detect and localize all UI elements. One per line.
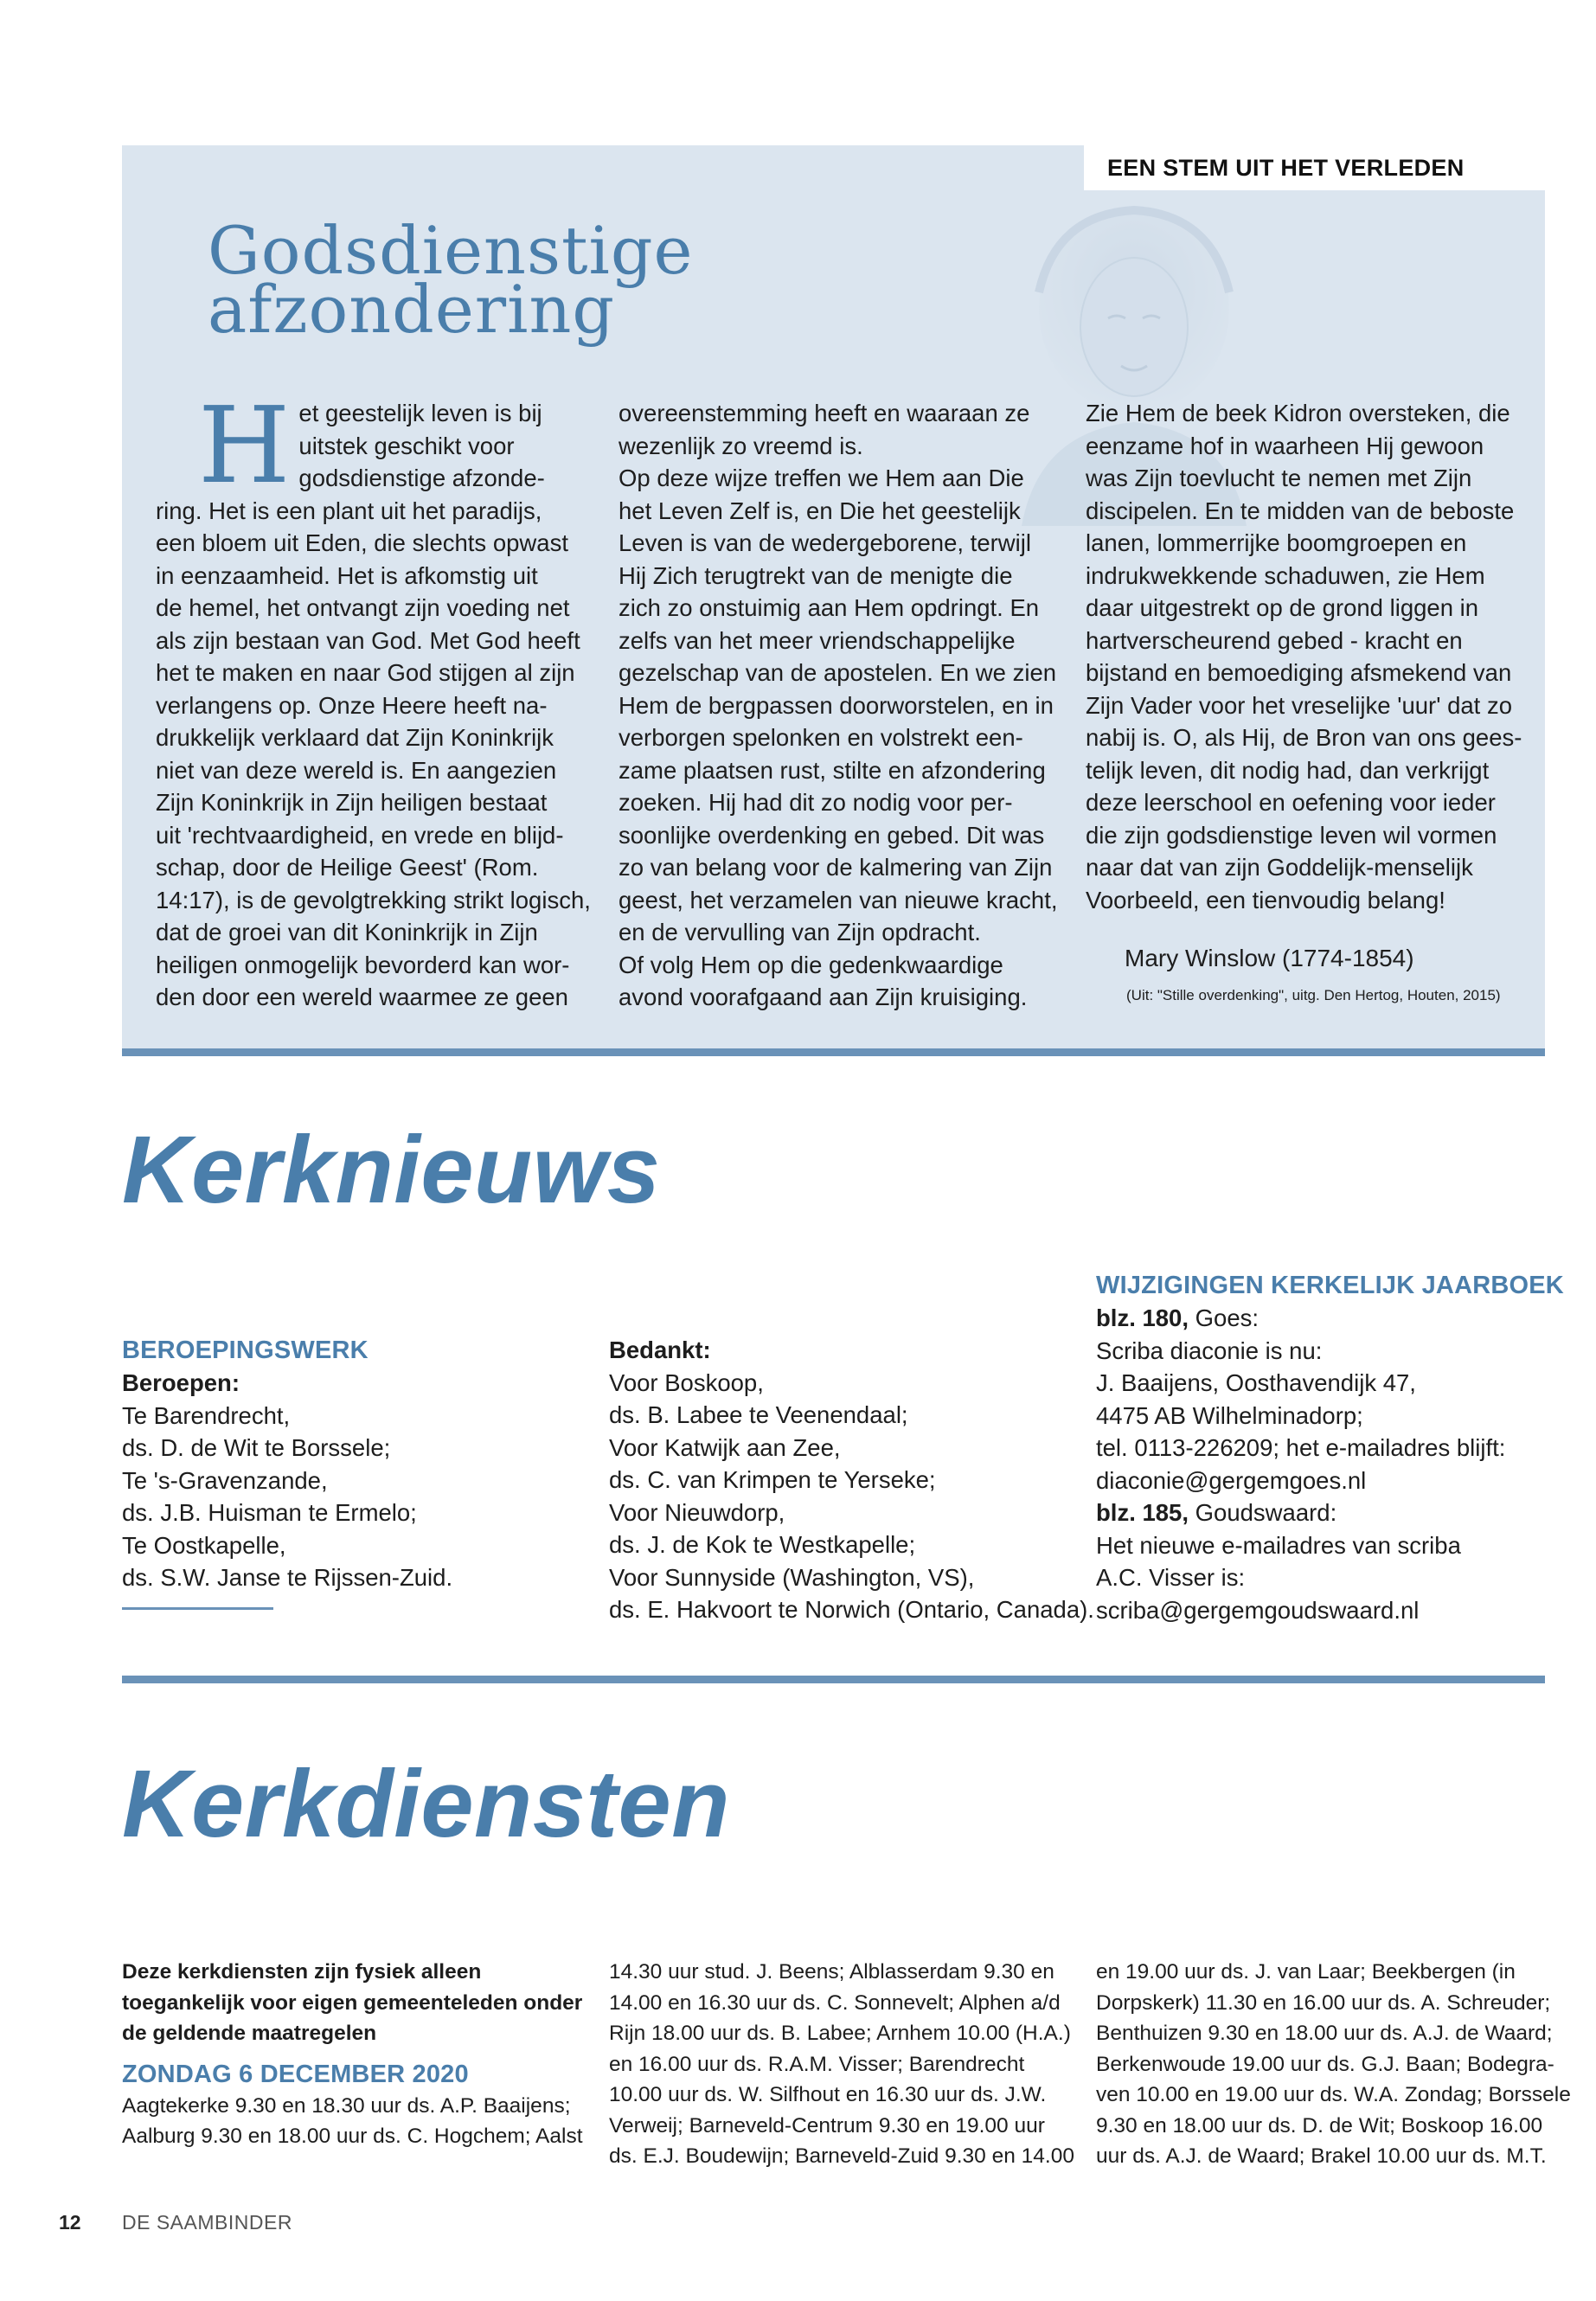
text-line: 14:17), is de gevolgtrekking strikt logisch, xyxy=(156,886,591,913)
author-credit: Mary Winslow (1774-1854) xyxy=(1125,945,1414,971)
feature-title xyxy=(208,212,813,348)
kerkdiensten-column-3 xyxy=(1096,1957,1571,2172)
service-line: Berkenwoude 19.00 uur ds. G.J. Baan; Bodegra- xyxy=(1096,2052,1554,2076)
text-line: Hij Zich terugtrekt van de menigte die xyxy=(619,561,1013,589)
service-line: Aagtekerke 9.30 en 18.30 uur ds. A.P. Baaijens; xyxy=(122,2093,571,2118)
text-line: zame plaatsen rust, stilte en afzondering xyxy=(619,756,1046,784)
service-line: ven 10.00 en 19.00 uur ds. W.A. Zondag; Borssele xyxy=(1096,2083,1571,2106)
list-item: ds. J. de Kok te Westkapelle; xyxy=(609,1531,916,1558)
text-line: verlangens op. Onze Heere heeft na- xyxy=(156,691,548,719)
text-line: Zijn Koninkrijk in Zijn heiligen bestaat xyxy=(156,789,548,816)
service-line: 10.00 uur ds. W. Silfhout en 16.30 uur ds. J.W. xyxy=(609,2083,1047,2106)
text-line: Zijn Vader voor het vreselijke 'uur' dat zo xyxy=(1086,691,1512,719)
service-line: Benthuizen 9.30 en 18.00 uur ds. A.J. de Waard; xyxy=(1096,2022,1553,2045)
source-citation: (Uit: "Stille overdenking", uitg. Den Hertog, Houten, 2015) xyxy=(1126,987,1501,1003)
list-item: Voor Boskoop, xyxy=(609,1368,764,1396)
text-line: hartverscheurend gebed - kracht en xyxy=(1086,626,1463,654)
feature-column-2 xyxy=(619,397,1060,1014)
list-item: ds. J.B. Huisman te Ermelo; xyxy=(122,1499,417,1526)
service-line: Rijn 18.00 uur ds. B. Labee; Arnhem 10.00 (H.A.) xyxy=(609,2022,1071,2045)
text-line: Leven is van de wedergeborene, terwijl xyxy=(619,529,1031,556)
text-line: die zijn godsdienstige leven wil vormen xyxy=(1086,821,1497,849)
text-line: Zie Hem de beek Kidron oversteken, die xyxy=(1086,400,1510,426)
section-divider xyxy=(122,1048,1545,1056)
text-line: godsdienstige afzonde- xyxy=(298,465,545,491)
text-line: eenzame hof in waarheen Hij gewoon xyxy=(1086,432,1484,459)
list-item: Te Barendrecht, xyxy=(122,1401,291,1429)
service-line: 14.00 en 16.30 uur ds. C. Sonnevelt; Alphen a/d xyxy=(609,1990,1061,2015)
text-line: uit 'rechtvaardigheid, en vrede en blijd- xyxy=(156,821,564,849)
text-line: het Leven Zelf is, en Die het geestelijk xyxy=(619,497,1021,524)
text-line: het te maken en naar God stijgen al zijn xyxy=(156,659,575,686)
service-line: en 16.00 uur ds. R.A.M. Visser; Barendrecht xyxy=(609,2052,1025,2076)
beroepingswerk-heading: BEROEPINGSWERK xyxy=(122,1336,369,1364)
service-line: en 19.00 uur ds. J. van Laar; Beekbergen (in xyxy=(1096,1960,1516,1984)
feature-title-line1: Godsdienstige xyxy=(208,212,694,289)
list-item: ds. B. Labee te Veenendaal; xyxy=(609,1401,908,1428)
text-line: niet van deze wereld is. En aangezien xyxy=(156,756,557,784)
text-line: naar dat van zijn Goddelijk-menselijk xyxy=(1086,854,1473,881)
text-line: ring. Het is een plant uit het paradijs, xyxy=(156,497,542,524)
text-line: dat de groei van dit Koninkrijk in Zijn xyxy=(156,919,538,945)
service-line: Aalburg 9.30 en 18.00 uur ds. C. Hogchem; Aalst xyxy=(122,2125,583,2148)
short-rule xyxy=(122,1607,273,1610)
dropcap: H xyxy=(198,384,291,507)
wijzigingen-heading: WIJZIGINGEN KERKELIJK JAARBOEK xyxy=(1096,1272,1564,1299)
blz-180-place: Goes: xyxy=(1189,1304,1259,1331)
text-line: geest, het verzamelen van nieuwe kracht, xyxy=(619,886,1058,913)
blz-185-label: blz. 185, xyxy=(1096,1499,1189,1526)
text-line: zich zo onstuimig aan Hem opdringt. En xyxy=(619,594,1040,621)
intro-line: toegankelijk voor eigen gemeenteleden onder xyxy=(122,1990,583,2015)
list-item: ds. E. Hakvoort te Norwich (Ontario, Canada). xyxy=(609,1596,1094,1623)
text-line: was Zijn toevlucht te nemen met Zijn xyxy=(1086,465,1472,491)
text-line: avond voorafgaand aan Zijn kruisiging. xyxy=(619,984,1028,1010)
text-line: telijk leven, dit nodig had, dan verkrijgt xyxy=(1086,756,1490,784)
list-item: ds. C. van Krimpen te Yerseke; xyxy=(609,1466,936,1493)
blz-185-place: Goudswaard: xyxy=(1189,1499,1337,1526)
text-line: gezelschap van de apostelen. En we zien xyxy=(619,659,1057,686)
text-line: zelfs van het meer vriendschappelijke xyxy=(619,626,1016,654)
text-line: schap, door de Heilige Geest' (Rom. xyxy=(156,854,539,881)
service-line: 14.30 uur stud. J. Beens; Alblasserdam 9.30 en xyxy=(609,1960,1054,1984)
bedankt-label: Bedankt: xyxy=(609,1336,711,1363)
text-line: een bloem uit Eden, die slechts opwast xyxy=(156,529,568,556)
text-line: en de vervulling van Zijn opdracht. xyxy=(619,919,981,945)
text-line: als zijn bestaan van God. Met God heeft xyxy=(156,626,580,654)
text-line: wezenlijk zo vreemd is. xyxy=(619,432,863,459)
list-item: tel. 0113-226209; het e-mailadres blijft: xyxy=(1096,1434,1506,1461)
service-line: ds. E.J. Boudewijn; Barneveld-Zuid 9.30 en 14.00 xyxy=(609,2144,1074,2168)
intro-line: de geldende maatregelen xyxy=(122,2022,377,2045)
kerkdiensten-column-2 xyxy=(609,1957,1074,2172)
kerkdiensten-heading: Kerkdiensten xyxy=(122,1751,730,1857)
text-line: zo van belang voor de kalmering van Zijn xyxy=(619,854,1053,881)
text-line: heiligen onmogelijk bevorderd kan wor- xyxy=(156,951,570,978)
beroepingswerk-list xyxy=(122,1367,452,1594)
list-item: scriba@gergemgoudswaard.nl xyxy=(1096,1596,1420,1624)
text-line: Voorbeeld, een tienvoudig belang! xyxy=(1086,886,1445,913)
list-item: Het nieuwe e-mailadres van scriba xyxy=(1096,1531,1461,1559)
text-line: indrukwekkende schaduwen, zie Hem xyxy=(1086,561,1485,589)
text-line: soonlijke overdenking en gebed. Dit was xyxy=(619,821,1045,849)
text-line: nabij is. O, als Hij, de Bron van ons gees- xyxy=(1086,724,1522,751)
kerknieuws-heading: Kerknieuws xyxy=(122,1117,661,1223)
service-line: 9.30 en 18.00 uur ds. D. de Wit; Boskoop 16.00 xyxy=(1096,2113,1543,2138)
feature-column-1 xyxy=(156,384,597,1014)
text-line: daar uitgestrekt op de grond liggen in xyxy=(1086,594,1479,621)
text-line: lanen, lommerrijke boomgroepen en xyxy=(1086,529,1467,556)
list-item: 4475 AB Wilhelminadorp; xyxy=(1096,1401,1363,1429)
text-line: drukkelijk verklaard dat Zijn Koninkrijk xyxy=(156,724,554,751)
intro-line: Deze kerkdiensten zijn fysiek alleen xyxy=(122,1960,482,1984)
text-line: bijstand en bemoediging afsmekend van xyxy=(1086,659,1512,686)
text-line: zoeken. Hij had dit zo nodig voor per- xyxy=(619,789,1013,816)
text-line: Of volg Hem op die gedenkwaardige xyxy=(619,951,1003,978)
text-line: Hem de bergpassen doorworstelen, en in xyxy=(619,691,1054,719)
text-line: deze leerschool en oefening voor ieder xyxy=(1086,789,1496,816)
list-item: Voor Sunnyside (Washington, VS), xyxy=(609,1563,975,1591)
bedankt-list xyxy=(609,1334,1094,1626)
page-number: 12 xyxy=(59,2211,81,2234)
service-line: uur ds. A.J. de Waard; Brakel 10.00 uur ds. M.T. xyxy=(1096,2144,1547,2168)
blz-180-label: blz. 180, xyxy=(1096,1304,1189,1331)
text-line: discipelen. En te midden van de beboste xyxy=(1086,497,1515,524)
list-item: ds. D. de Wit te Borssele; xyxy=(122,1434,391,1461)
service-line: Dorpskerk) 11.30 en 16.00 uur ds. A. Schreuder; xyxy=(1096,1990,1551,2015)
beroepen-label: Beroepen: xyxy=(122,1369,240,1396)
list-item: ds. S.W. Janse te Rijssen-Zuid. xyxy=(122,1564,453,1591)
section-divider xyxy=(122,1676,1545,1683)
date-heading: ZONDAG 6 DECEMBER 2020 xyxy=(122,2060,469,2088)
list-item: A.C. Visser is: xyxy=(1096,1564,1246,1591)
list-item: Scriba diaconie is nu: xyxy=(1096,1336,1323,1364)
kerkdiensten-column-1 xyxy=(122,1957,583,2152)
wijzigingen-list xyxy=(1096,1302,1505,1626)
magazine-name: DE SAAMBINDER xyxy=(122,2211,292,2234)
text-line: in eenzaamheid. Het is afkomstig uit xyxy=(156,561,538,589)
text-line: Op deze wijze treffen we Hem aan Die xyxy=(619,465,1024,491)
list-item: Te Oostkapelle, xyxy=(122,1531,286,1559)
list-item: Voor Katwijk aan Zee, xyxy=(609,1433,841,1461)
text-line: den door een wereld waarmee ze geen xyxy=(156,984,568,1010)
text-line: verborgen spelonken en volstrekt een- xyxy=(619,724,1023,751)
text-line: et geestelijk leven is bij xyxy=(298,400,542,426)
text-line: overeenstemming heeft en waaraan ze xyxy=(619,400,1030,426)
service-line: Verweij; Barneveld-Centrum 9.30 en 19.00 uur xyxy=(609,2113,1045,2138)
feature-title-line2: afzondering xyxy=(208,271,616,348)
list-item: J. Baaijens, Oosthavendijk 47, xyxy=(1096,1369,1416,1396)
section-tag: EEN STEM UIT HET VERLEDEN xyxy=(1084,145,1545,190)
feature-column-3 xyxy=(1086,397,1527,916)
text-line: de hemel, het ontvangt zijn voeding net xyxy=(156,594,570,621)
list-item: Voor Nieuwdorp, xyxy=(609,1498,785,1526)
list-item: Te 's-Gravenzande, xyxy=(122,1466,328,1494)
list-item: diaconie@gergemgoes.nl xyxy=(1096,1466,1367,1494)
text-line: uitstek geschikt voor xyxy=(298,432,515,459)
